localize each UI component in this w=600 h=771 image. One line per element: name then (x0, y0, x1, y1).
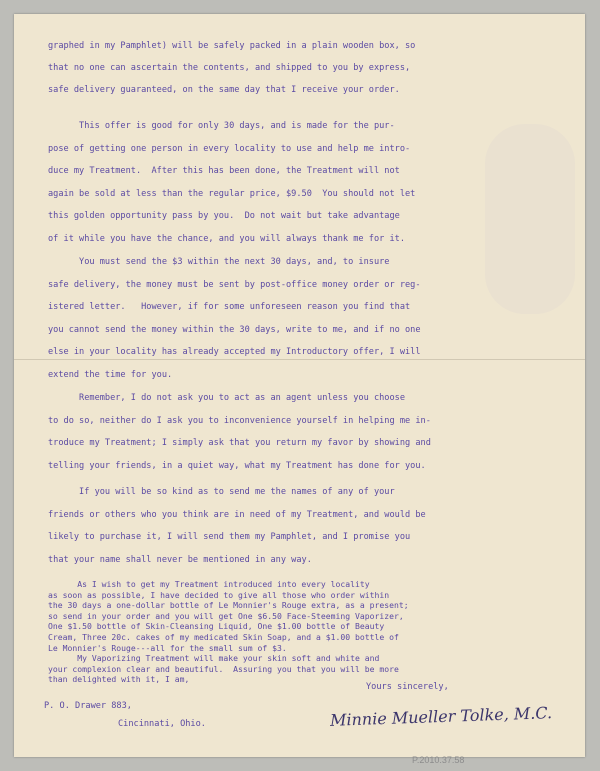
text-line: that your name shall never be mentioned in any way. (48, 554, 312, 565)
text-line: This offer is good for only 30 days, and is made for the pur- (48, 121, 395, 131)
text-line: your complexion clear and beautiful. Assuring you that you will be more (48, 663, 399, 674)
text-line: You must send the $3 within the next 30 days, and, to insure (48, 257, 390, 267)
text-line: again be sold at less than the regular price, $9.50 You should not let (48, 188, 416, 199)
letter-page (14, 14, 585, 765)
text-line: One $1.50 bottle of Skin-Cleansing Liquid, One $1.00 bottle of Beauty (48, 621, 385, 632)
text-line: likely to purchase it, I will send them my Pamphlet, and I promise you (48, 532, 411, 543)
address-line-1: P. O. Drawer 883, (44, 701, 132, 711)
text-line: as soon as possible, I have decided to give all those who order within (48, 589, 390, 600)
text-line: that no one can ascertain the contents, and shipped to you by express, (48, 63, 411, 73)
text-line: As I wish to get my Treatment introduced into every locality (48, 579, 370, 589)
text-line: graphed in my Pamphlet) will be safely packed in a plain wooden box, so (48, 41, 416, 51)
text-line: troduce my Treatment; I simply ask that you return my favor by showing and (48, 438, 431, 449)
text-line: extend the time for you. (48, 370, 173, 380)
text-line: so send in your order and you will get One $6.50 Face-Steeming Vaporizer, (48, 610, 404, 621)
text-line: My Vaporizing Treatment will make your skin soft and white and (48, 653, 380, 664)
handwritten-signature: Minnie Mueller Tolke, M.C. (329, 703, 553, 730)
text-line: else in your locality has already accepted my Introductory offer, I will (48, 347, 421, 358)
text-line: pose of getting one person in every locality to use and help me intro- (48, 143, 411, 154)
text-line: friends or others who you think are in need of my Treatment, and would be (48, 509, 426, 520)
text-line: telling your friends, in a quiet way, what my Treatment has done for you. (48, 460, 426, 471)
closing-line: Yours sincerely, (366, 682, 449, 692)
text-line: istered letter. However, if for some unforeseen reason you find that (48, 302, 411, 313)
text-line: this golden opportunity pass by you. Do not wait but take advantage (48, 211, 400, 222)
accession-number: P.2010.37.58 (412, 755, 465, 765)
text-line: duce my Treatment. After this has been done, the Treatment will not (48, 166, 400, 177)
text-line: Le Monnier's Rouge---all for the small sum of $3. (48, 642, 287, 653)
address-line-2: Cincinnati, Ohio. (118, 719, 206, 729)
text-line: you cannot send the money within the 30 days, write to me, and if no one (48, 324, 421, 335)
text-line: safe delivery guaranteed, on the same day that I receive your order. (48, 85, 400, 95)
text-line: Remember, I do not ask you to act as an agent unless you choose (48, 393, 405, 403)
text-line: Cream, Three 20c. cakes of my medicated Skin Soap, and a $1.00 bottle of (48, 632, 399, 642)
text-line: the 30 days a one-dollar bottle of Le Monnier's Rouge extra, as a present; (48, 600, 409, 611)
text-line: than delighted with it, I am, (48, 674, 190, 685)
text-line: If you will be so kind as to send me the names of any of your (48, 487, 395, 497)
text-line: to do so, neither do I ask you to inconvenience yourself in helping me in- (48, 415, 431, 426)
faded-watermark (485, 124, 575, 314)
fold-crease (14, 359, 585, 360)
text-line: safe delivery, the money must be sent by post-office money order or reg- (48, 279, 421, 290)
text-line: of it while you have the chance, and you will always thank me for it. (48, 234, 405, 244)
